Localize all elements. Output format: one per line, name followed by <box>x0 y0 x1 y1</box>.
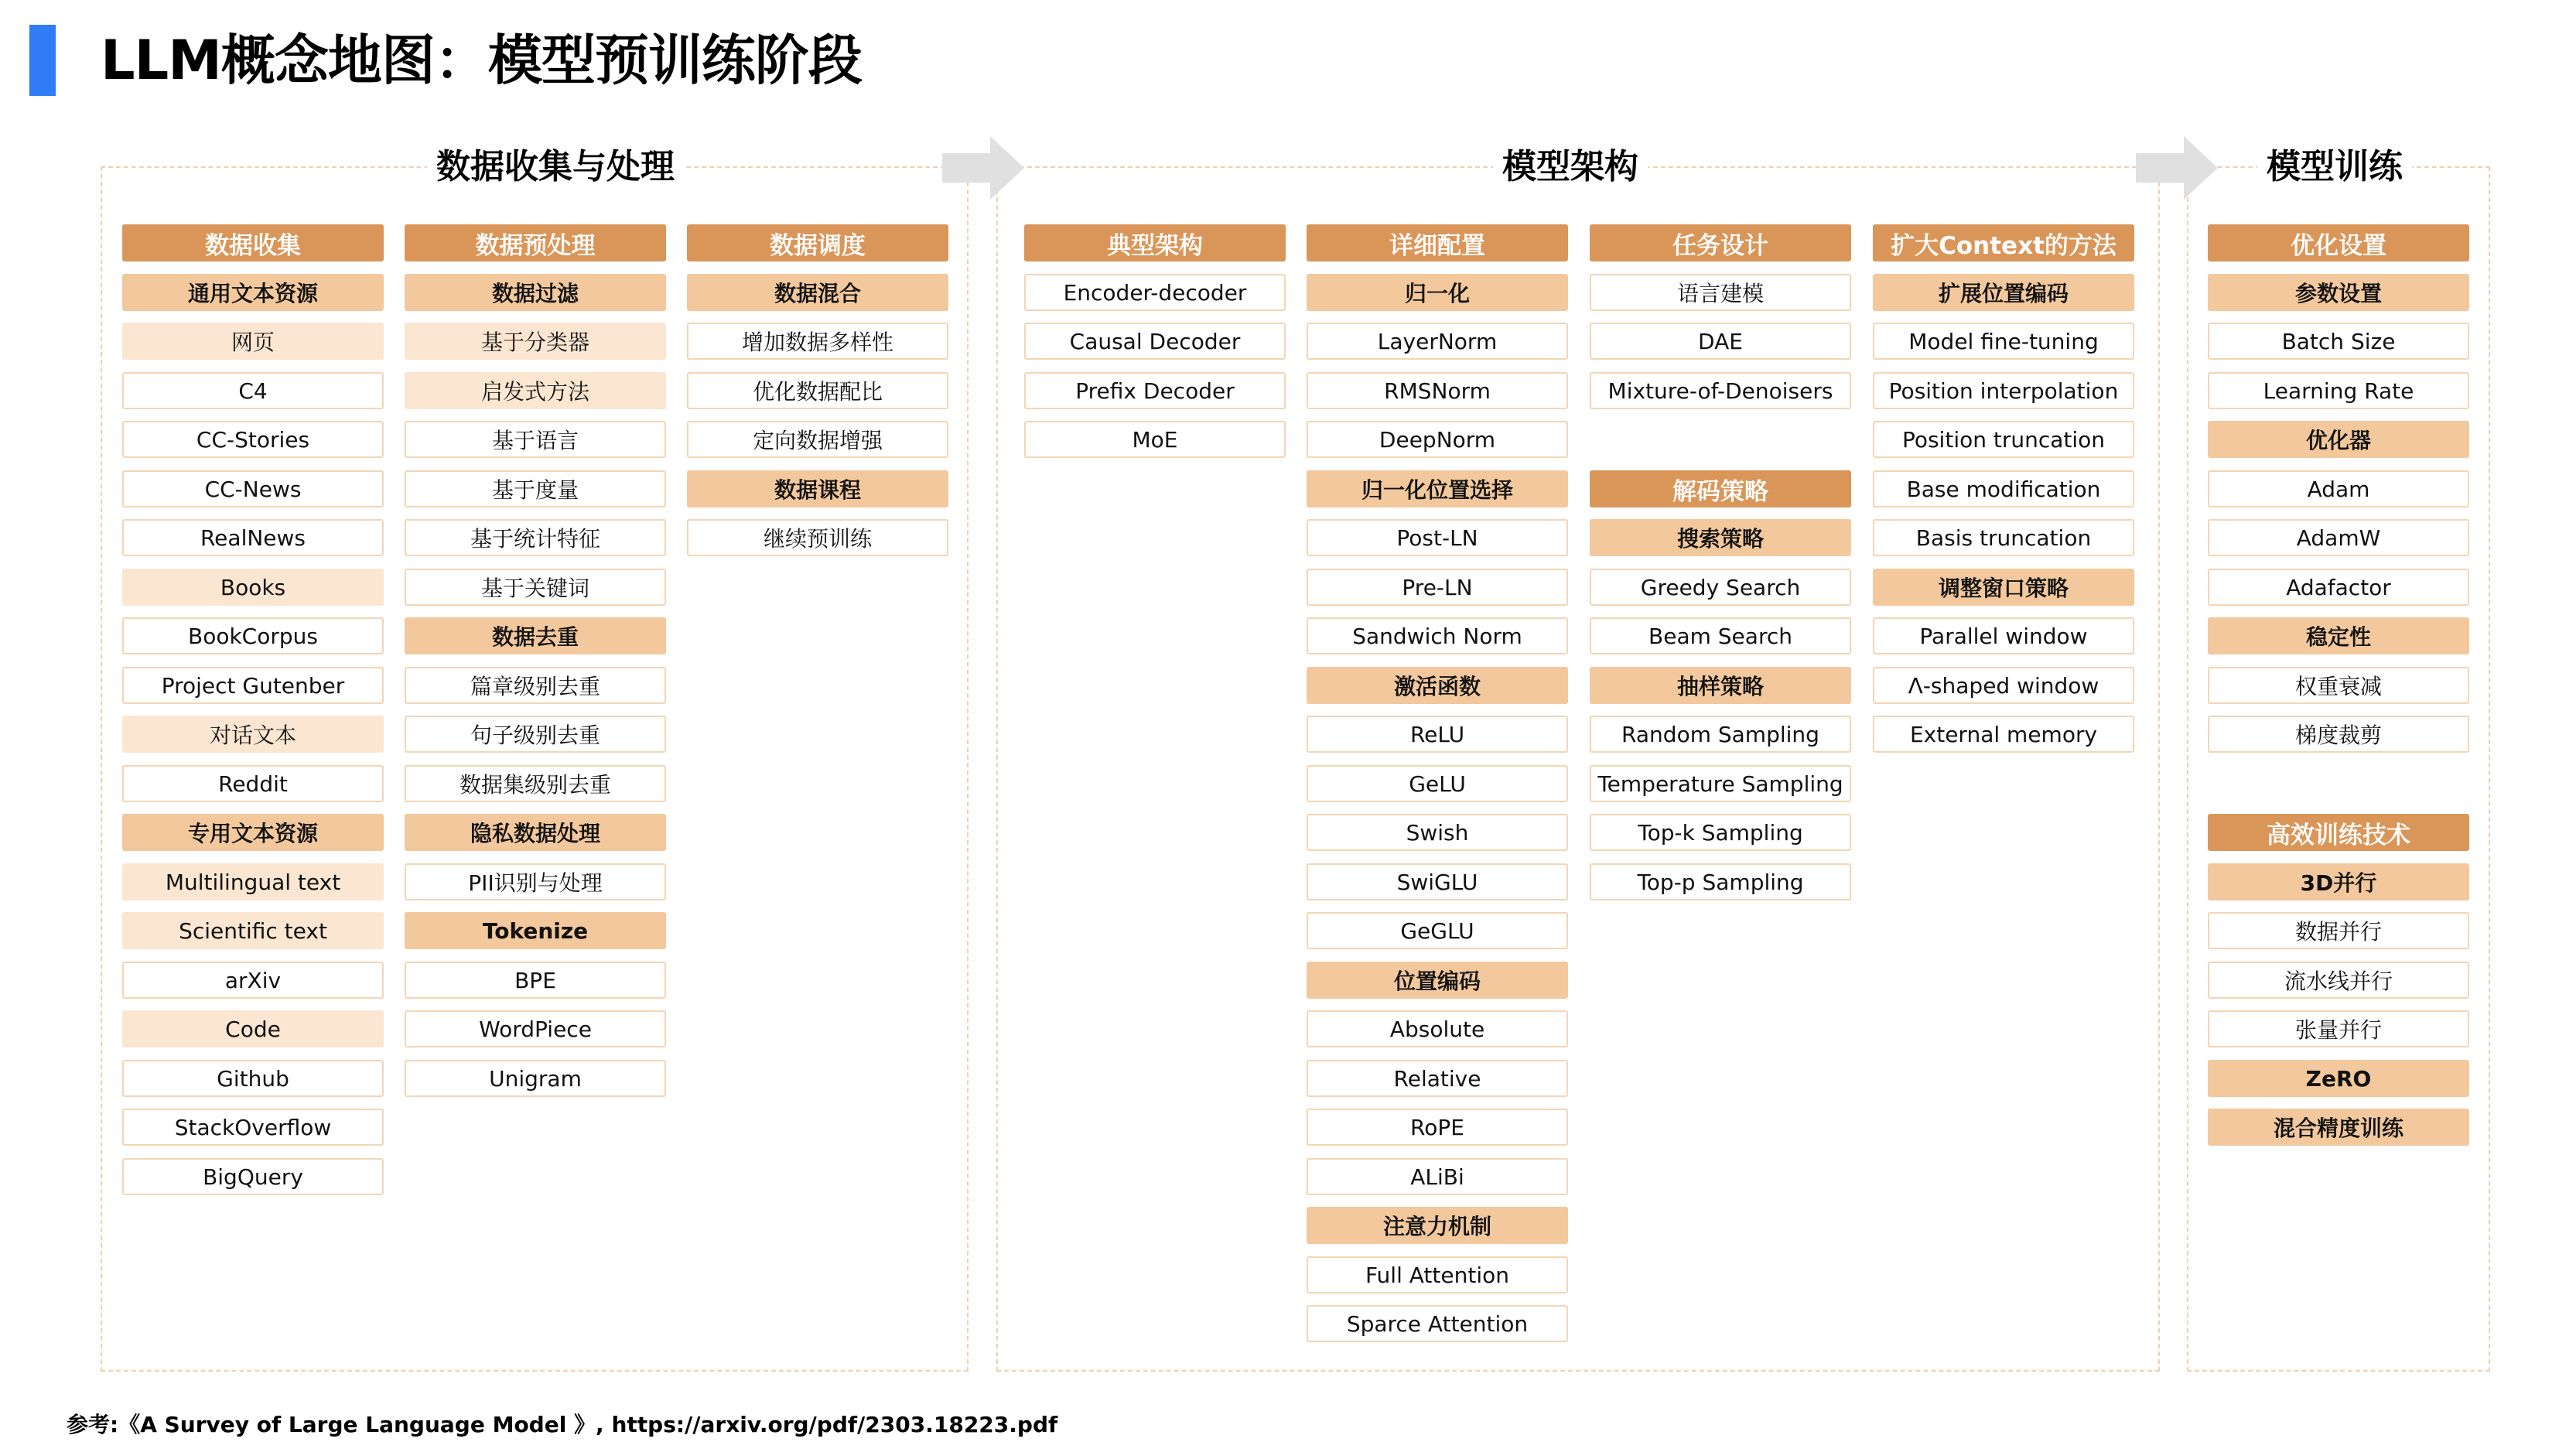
concept-item-position-truncation: Position truncation <box>1873 421 2134 458</box>
concept-item-swiglu: SwiGLU <box>1307 863 1568 900</box>
category-label-item-8: 激活函数 <box>1307 667 1568 704</box>
category-label-item-0: 数据过滤 <box>405 274 666 311</box>
concept-item-item-8: 篇章级别去重 <box>405 667 666 704</box>
category-label-item-14: 位置编码 <box>1307 962 1568 999</box>
concept-item-wordpiece: WordPiece <box>405 1010 666 1047</box>
concept-item-item-9: 对话文本 <box>122 716 384 753</box>
concept-item-cc-stories: CC-Stories <box>122 421 384 458</box>
concept-item-item-9: 句子级别去重 <box>405 716 666 753</box>
category-label-item-0: 数据混合 <box>687 274 948 311</box>
concept-item-scientific-text: Scientific text <box>122 912 384 949</box>
category-label-3d: 3D并行 <box>2208 863 2469 900</box>
concept-item-layernorm: LayerNorm <box>1307 323 1568 360</box>
category-label-item-17: 混合精度训练 <box>2208 1109 2469 1146</box>
concept-item-alibi: ALiBi <box>1307 1158 1568 1195</box>
flow-arrow-icon <box>2136 136 2218 200</box>
section-title-2: 模型架构 <box>1493 143 1648 191</box>
section-title-1: 数据收集与处理 <box>427 143 684 191</box>
concept-item-basis-truncation: Basis truncation <box>1873 519 2134 556</box>
reference-citation: 参考:《A Survey of Large Language Model 》, https://arxiv.org/pdf/2303.18223.pdf <box>67 1412 1058 1437</box>
concept-item-full-attention: Full Attention <box>1307 1256 1568 1293</box>
concept-item-learning-rate: Learning Rate <box>2208 372 2469 409</box>
concept-item-c4: C4 <box>122 372 384 409</box>
flow-arrow-icon <box>942 136 1024 200</box>
concept-item-relu: ReLU <box>1307 716 1568 753</box>
category-label-zero: ZeRO <box>2208 1060 2469 1097</box>
concept-item-model-fine-tuning: Model fine-tuning <box>1873 323 2134 360</box>
category-label-item-0: 归一化 <box>1307 274 1568 311</box>
category-label-item-6: 调整窗口策略 <box>1873 569 2134 606</box>
concept-item-parallel-window: Parallel window <box>1873 617 2134 654</box>
category-label-item-0: 参数设置 <box>2208 274 2469 311</box>
column-header-2-4: 扩大Context的方法 <box>1873 224 2134 261</box>
concept-item-multilingual-text: Multilingual text <box>122 863 384 900</box>
category-label-item-11: 隐私数据处理 <box>405 814 666 851</box>
concept-item-swish: Swish <box>1307 814 1568 851</box>
concept-item-item-0: 语言建模 <box>1590 274 1851 311</box>
concept-item-item-1: 基于分类器 <box>405 323 666 360</box>
concept-item-rmsnorm: RMSNorm <box>1307 372 1568 409</box>
concept-item-books: Books <box>122 569 384 606</box>
concept-item-moe: MoE <box>1024 421 1286 458</box>
concept-item-github: Github <box>122 1060 384 1097</box>
concept-item-shaped-window: Λ-shaped window <box>1873 667 2134 704</box>
concept-item-temperature-sampling: Temperature Sampling <box>1590 765 1851 802</box>
group-header-item-4: 解码策略 <box>1590 470 1851 507</box>
concept-item-item-15: 张量并行 <box>2208 1010 2469 1047</box>
concept-item-random-sampling: Random Sampling <box>1590 716 1851 753</box>
concept-item-gelu: GeLU <box>1307 765 1568 802</box>
category-label-item-5: 搜索策略 <box>1590 519 1851 556</box>
concept-item-item-2: 优化数据配比 <box>687 372 948 409</box>
concept-item-causal-decoder: Causal Decoder <box>1024 323 1286 360</box>
column-header-2-3: 任务设计 <box>1590 224 1851 261</box>
concept-item-item-13: 数据并行 <box>2208 912 2469 949</box>
concept-item-geglu: GeGLU <box>1307 912 1568 949</box>
concept-item-top-k-sampling: Top-k Sampling <box>1590 814 1851 851</box>
concept-item-item-6: 基于关键词 <box>405 569 666 606</box>
column-header-1-1: 数据收集 <box>122 224 384 261</box>
concept-item-batch-size: Batch Size <box>2208 323 2469 360</box>
concept-item-bookcorpus: BookCorpus <box>122 617 384 654</box>
category-label-item-4: 归一化位置选择 <box>1307 470 1568 507</box>
column-header-2-1: 典型架构 <box>1024 224 1286 261</box>
group-header-item-11: 高效训练技术 <box>2208 814 2469 851</box>
concept-item-bigquery: BigQuery <box>122 1158 384 1195</box>
title-accent-bar <box>29 25 56 96</box>
concept-item-adamw: AdamW <box>2208 519 2469 556</box>
concept-item-sandwich-norm: Sandwich Norm <box>1307 617 1568 654</box>
category-label-item-8: 抽样策略 <box>1590 667 1851 704</box>
column-header-3-1: 优化设置 <box>2208 224 2469 261</box>
column-header-1-2: 数据预处理 <box>405 224 666 261</box>
concept-item-adafactor: Adafactor <box>2208 569 2469 606</box>
concept-item-mixture-of-denoisers: Mixture-of-Denoisers <box>1590 372 1851 409</box>
category-label-item-0: 扩展位置编码 <box>1873 274 2134 311</box>
concept-item-reddit: Reddit <box>122 765 384 802</box>
section-title-3: 模型训练 <box>2257 143 2412 191</box>
column-header-2-2: 详细配置 <box>1307 224 1568 261</box>
concept-item-item-1: 增加数据多样性 <box>687 323 948 360</box>
concept-item-code: Code <box>122 1010 384 1047</box>
concept-item-arxiv: arXiv <box>122 962 384 999</box>
concept-item-unigram: Unigram <box>405 1060 666 1097</box>
concept-item-item-5: 继续预训练 <box>687 519 948 556</box>
concept-item-adam: Adam <box>2208 470 2469 507</box>
column-header-1-3: 数据调度 <box>687 224 948 261</box>
concept-item-item-14: 流水线并行 <box>2208 962 2469 999</box>
category-label-tokenize: Tokenize <box>405 912 666 949</box>
page-title: LLM概念地图：模型预训练阶段 <box>101 29 862 92</box>
concept-item-deepnorm: DeepNorm <box>1307 421 1568 458</box>
category-label-item-7: 数据去重 <box>405 617 666 654</box>
concept-item-cc-news: CC-News <box>122 470 384 507</box>
category-label-item-0: 通用文本资源 <box>122 274 384 311</box>
concept-item-item-3: 基于语言 <box>405 421 666 458</box>
concept-item-prefix-decoder: Prefix Decoder <box>1024 372 1286 409</box>
concept-item-item-3: 定向数据增强 <box>687 421 948 458</box>
concept-item-position-interpolation: Position interpolation <box>1873 372 2134 409</box>
concept-item-base-modification: Base modification <box>1873 470 2134 507</box>
concept-item-item-5: 基于统计特征 <box>405 519 666 556</box>
concept-item-realnews: RealNews <box>122 519 384 556</box>
concept-item-relative: Relative <box>1307 1060 1568 1097</box>
concept-item-item-2: 启发式方法 <box>405 372 666 409</box>
concept-item-sparce-attention: Sparce Attention <box>1307 1305 1568 1342</box>
category-label-item-7: 稳定性 <box>2208 617 2469 654</box>
category-label-item-3: 优化器 <box>2208 421 2469 458</box>
concept-item-project-gutenber: Project Gutenber <box>122 667 384 704</box>
concept-item-dae: DAE <box>1590 323 1851 360</box>
concept-item-absolute: Absolute <box>1307 1010 1568 1047</box>
category-label-item-11: 专用文本资源 <box>122 814 384 851</box>
concept-item-item-1: 网页 <box>122 323 384 360</box>
concept-item-post-ln: Post-LN <box>1307 519 1568 556</box>
concept-item-beam-search: Beam Search <box>1590 617 1851 654</box>
concept-item-pre-ln: Pre-LN <box>1307 569 1568 606</box>
concept-item-item-10: 数据集级别去重 <box>405 765 666 802</box>
concept-item-encoder-decoder: Encoder-decoder <box>1024 274 1286 311</box>
concept-item-pii: PII识别与处理 <box>405 863 666 900</box>
concept-item-item-8: 权重衰减 <box>2208 667 2469 704</box>
concept-item-stackoverflow: StackOverflow <box>122 1109 384 1146</box>
concept-item-external-memory: External memory <box>1873 716 2134 753</box>
concept-item-bpe: BPE <box>405 962 666 999</box>
concept-item-rope: RoPE <box>1307 1109 1568 1146</box>
category-label-item-4: 数据课程 <box>687 470 948 507</box>
concept-item-item-9: 梯度裁剪 <box>2208 716 2469 753</box>
concept-item-greedy-search: Greedy Search <box>1590 569 1851 606</box>
concept-item-item-4: 基于度量 <box>405 470 666 507</box>
category-label-item-19: 注意力机制 <box>1307 1207 1568 1244</box>
concept-item-top-p-sampling: Top-p Sampling <box>1590 863 1851 900</box>
